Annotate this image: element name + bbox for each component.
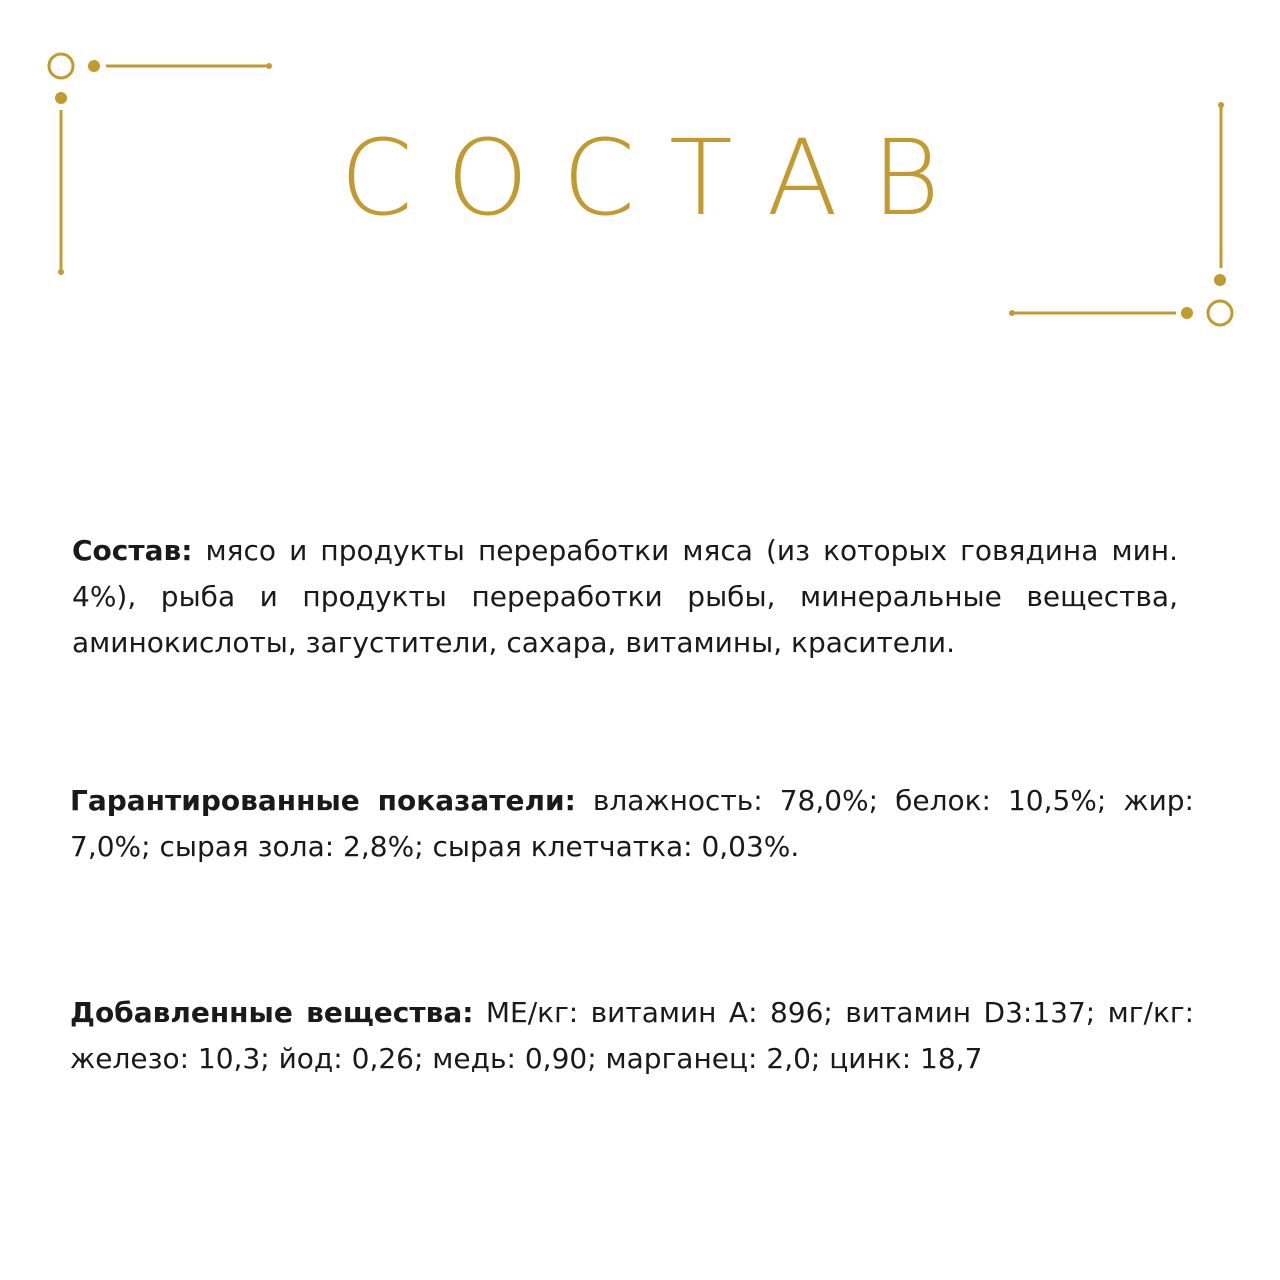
additives-text: МЕ/кг: витамин А: 896; витамин D3:137; мг/кг: железо: 10,3; йод: 0,26; медь: 0,90; марганец: 2,0; цинк: 18,7 xyxy=(70,996,1195,1075)
ring-icon xyxy=(1208,301,1232,325)
composition-label: Состав: xyxy=(72,534,193,567)
dot-icon xyxy=(88,60,100,72)
dot-icon xyxy=(1214,274,1226,286)
ring-icon xyxy=(49,54,73,78)
composition-paragraph xyxy=(72,528,1178,666)
composition-text: мясо и продукты переработки мяса (из которых говядина мин. 4%), рыба и продукты переработки рыбы, минеральные вещества, аминокислоты, загустители, сахара, витамины, красители. xyxy=(72,534,1178,659)
dot-icon xyxy=(55,92,67,104)
guaranteed-text: влажность: 78,0%; белок: 10,5%; жир: 7,0%; сырая зола: 2,8%; сырая клетчатка: 0,03%. xyxy=(70,784,1194,863)
additives-paragraph xyxy=(70,990,1194,1082)
additives-label: Добавленные вещества: xyxy=(70,996,474,1029)
dot-icon xyxy=(1181,307,1193,319)
page-title: СОСТАВ xyxy=(340,117,974,239)
guaranteed-paragraph xyxy=(70,778,1194,870)
dot-icon xyxy=(58,269,64,275)
dot-icon xyxy=(266,63,272,69)
guaranteed-label: Гарантированные показатели: xyxy=(70,784,576,817)
